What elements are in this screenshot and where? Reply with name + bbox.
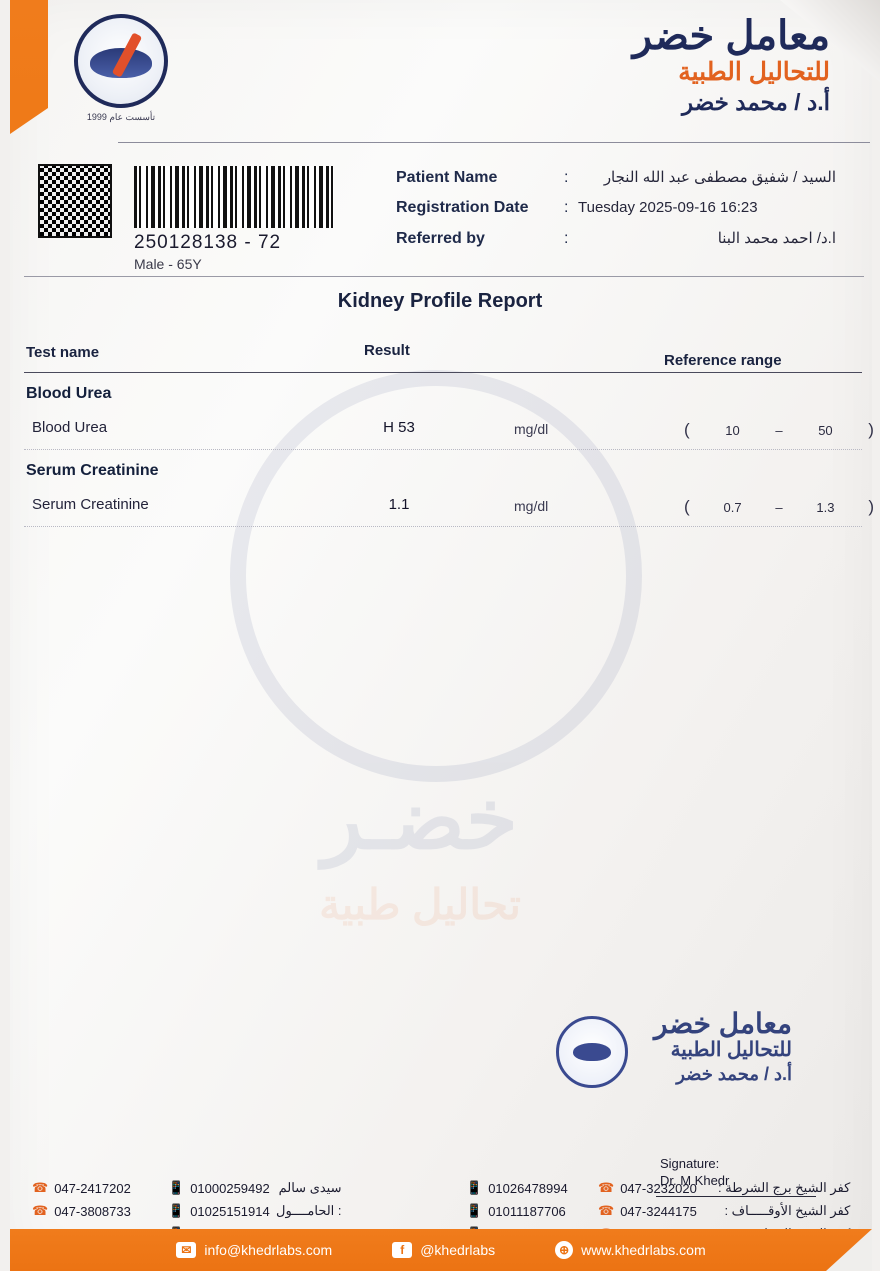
contact-line: [32, 1203, 131, 1219]
contact-line: [168, 1203, 270, 1219]
table-header: [24, 336, 862, 373]
contact-number: 01025151914: [190, 1203, 270, 1219]
contact-line: [32, 1180, 131, 1196]
range-close-paren: ): [868, 497, 874, 516]
clinic-logo: [66, 14, 176, 132]
clinic-name: معامل خضر: [632, 14, 830, 58]
range-open-paren: (: [684, 497, 690, 516]
contact-number: 047-2417202: [54, 1180, 131, 1196]
range-low: 10: [725, 422, 740, 438]
table-row: [24, 411, 874, 450]
column-header-result: Result: [364, 342, 410, 359]
branch-name: كفر الشيخ برج الشرطة :: [718, 1180, 851, 1195]
cell-unit: mg/dl: [514, 498, 549, 514]
field-value: ا.د/ احمد محمد البنا: [717, 230, 836, 247]
mobile-icon: 📱: [466, 1203, 483, 1218]
range-high: 50: [818, 422, 833, 438]
footer-email[interactable]: [176, 1242, 332, 1258]
field-label: Referred by: [396, 230, 485, 247]
table-row: [24, 488, 874, 527]
page-title: Kidney Profile Report: [337, 290, 543, 312]
phone-icon: ☎: [598, 1203, 615, 1218]
field-value: السيد / شفيق مصطفى عبد الله النجار: [603, 169, 836, 186]
footer-bar: [10, 1229, 872, 1271]
field-colon: :: [564, 199, 569, 216]
header-divider: [118, 142, 870, 143]
footer-website-text: www.khedrlabs.com: [581, 1242, 706, 1258]
logo-mark-icon: [74, 14, 168, 108]
envelope-icon: ✉: [176, 1242, 196, 1258]
field-registration-date: [396, 199, 836, 217]
results-table: [24, 336, 874, 527]
clinic-subtitle: للتحاليل الطبية: [678, 58, 830, 86]
footer-email-text: info@khedrlabs.com: [204, 1242, 333, 1258]
range-dash: –: [775, 422, 783, 438]
column-header-reference-range: Reference range: [664, 352, 782, 369]
mobile-icon: 📱: [168, 1180, 185, 1195]
contacts-column-landline-left: [32, 1180, 131, 1226]
cell-reference-range: [684, 497, 874, 517]
footer-clinic-subtitle: للتحاليل الطبية: [670, 1039, 792, 1061]
contact-line: [598, 1180, 697, 1196]
field-referred-by: [396, 229, 836, 248]
cell-reference-range: [684, 420, 874, 440]
footer-website[interactable]: [555, 1241, 706, 1259]
contact-number: 047-3244175: [620, 1203, 697, 1219]
footer-facebook-text: @khedrlabs: [420, 1242, 496, 1258]
clinic-doctor: أ.د / محمد خضر: [682, 89, 830, 115]
column-header-test-name: Test name: [26, 344, 100, 361]
contact-number: 01011187706: [488, 1203, 566, 1219]
mobile-icon: 📱: [466, 1180, 483, 1195]
qr-code-icon: [38, 164, 112, 238]
range-close-paren: ): [868, 420, 874, 439]
field-value: Tuesday 2025-09-16 16:23: [578, 199, 758, 216]
signature-doctor: Dr. M Khedr: [660, 1172, 730, 1188]
contact-line: [466, 1203, 568, 1219]
range-high: 1.3: [816, 499, 835, 515]
field-label: Registration Date: [396, 199, 529, 216]
branch-name: سيدى سالم: [278, 1180, 342, 1195]
contact-line: [466, 1180, 568, 1196]
contact-number: 01000259492: [190, 1180, 270, 1196]
clinic-title-block: [633, 16, 830, 114]
field-label: Patient Name: [396, 169, 498, 186]
patient-id: 250128138 - 72: [134, 232, 282, 253]
barcode-icon: [134, 166, 334, 228]
footer-clinic-doctor: أ.د / محمد خضر: [676, 1064, 792, 1084]
phone-icon: ☎: [598, 1180, 615, 1195]
phone-icon: ☎: [32, 1203, 49, 1218]
contact-number: 01026478994: [488, 1180, 568, 1196]
footer-clinic-name: معامل خضر: [653, 1008, 792, 1039]
contact-line: [598, 1203, 697, 1219]
cell-test-name: Serum Creatinine: [32, 496, 149, 513]
left-orange-bar: [10, 0, 48, 108]
contact-number: 047-3232020: [620, 1180, 697, 1196]
signature-label: Signature:: [660, 1156, 720, 1171]
field-patient-name: [396, 168, 836, 187]
group-title: Serum Creatinine: [26, 462, 159, 479]
group-title: Blood Urea: [26, 385, 112, 402]
section-divider: [24, 276, 864, 277]
range-low: 0.7: [723, 499, 742, 515]
contact-number: 047-3808733: [54, 1203, 131, 1219]
footer-logo-icon: [556, 1016, 628, 1088]
cell-result: 1.1: [388, 496, 410, 513]
mobile-icon: 📱: [168, 1203, 185, 1218]
branch-name: كفر الشيخ الأوقـــــاف :: [724, 1203, 851, 1218]
field-colon: :: [564, 230, 569, 247]
patient-demographics: Male - 65Y: [134, 256, 202, 272]
cell-test-name: Blood Urea: [32, 419, 108, 436]
globe-icon: ⊕: [555, 1241, 573, 1259]
branch-name: : الحامــــول: [276, 1203, 342, 1218]
cell-unit: mg/dl: [514, 421, 549, 437]
footer-facebook[interactable]: [392, 1242, 495, 1258]
contacts-column-branch-left: [276, 1180, 342, 1226]
report-header: [48, 4, 838, 144]
facebook-icon: f: [392, 1242, 412, 1258]
range-dash: –: [775, 499, 783, 515]
field-colon: :: [564, 169, 569, 186]
range-open-paren: (: [684, 420, 690, 439]
logo-caption: تأسست عام 1999: [86, 112, 156, 122]
cell-result: H 53: [383, 419, 415, 436]
contact-line: [168, 1180, 270, 1196]
phone-icon: ☎: [32, 1180, 49, 1195]
footer-clinic-block: [654, 1010, 792, 1087]
patient-fields: [396, 168, 836, 260]
